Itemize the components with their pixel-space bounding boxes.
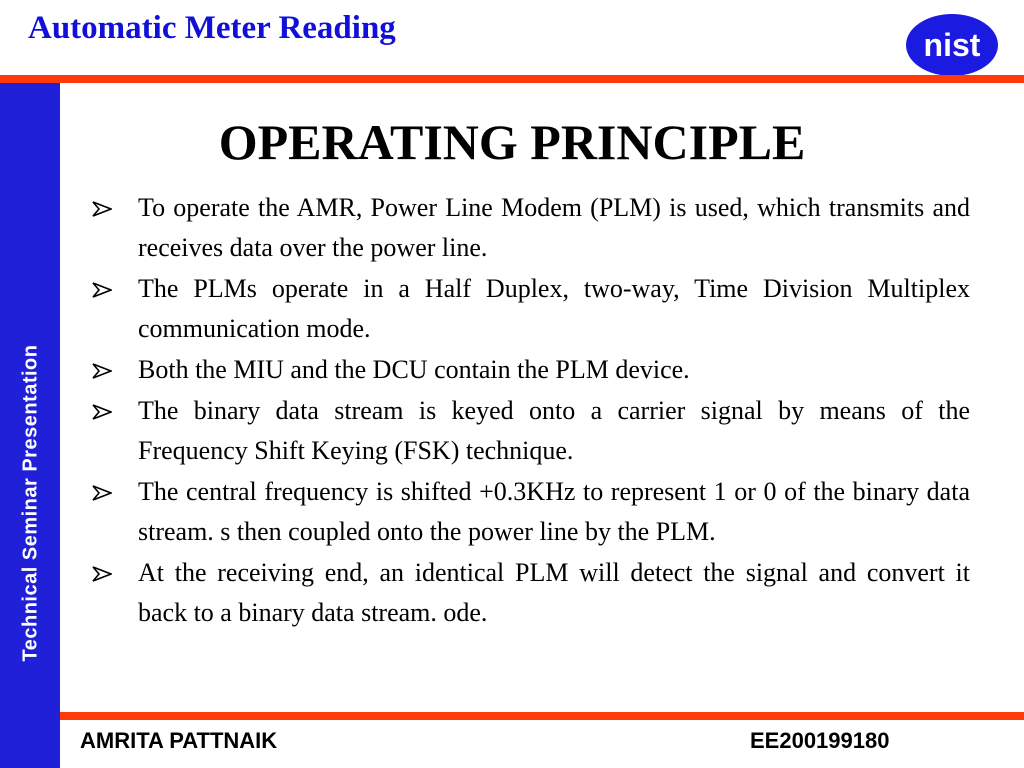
- list-item: [92, 472, 970, 552]
- arrowhead-bullet-icon: [92, 566, 112, 582]
- arrowhead-bullet-icon: [92, 404, 112, 420]
- bullet-text: The binary data stream is keyed onto a carrier signal by means of the Frequency Shift Keying (FSK) technique.: [138, 396, 970, 465]
- arrowhead-bullet-icon: [92, 282, 112, 298]
- bullet-text: At the receiving end, an identical PLM will detect the signal and convert it back to a binary data stream. ode.: [138, 558, 970, 627]
- top-divider: [0, 75, 1024, 83]
- sidebar-label: Technical Seminar Presentation: [19, 344, 42, 662]
- nist-logo-icon: [904, 12, 1000, 78]
- bottom-divider: [60, 712, 1024, 720]
- bullet-text: Both the MIU and the DCU contain the PLM device.: [138, 355, 690, 384]
- footer-roll-number: EE200199180: [750, 728, 890, 753]
- arrowhead-bullet-icon: [92, 201, 112, 217]
- list-item: [92, 391, 970, 471]
- bullet-list: [92, 188, 970, 634]
- list-item: [92, 188, 970, 268]
- list-item: [92, 350, 970, 390]
- bullet-text: The central frequency is shifted +0.3KHz to represent 1 or 0 of the binary data stream. s then coupled onto the power line by the PLM.: [138, 477, 970, 546]
- bullet-text: To operate the AMR, Power Line Modem (PLM) is used, which transmits and receives data over the power line.: [138, 193, 970, 262]
- arrowhead-bullet-icon: [92, 363, 112, 379]
- arrowhead-bullet-icon: [92, 485, 112, 501]
- list-item: [92, 553, 970, 633]
- slide-title: OPERATING PRINCIPLE: [218, 114, 806, 170]
- presentation-title: Automatic Meter Reading: [28, 10, 396, 46]
- logo-text: nist: [923, 27, 981, 63]
- list-item: [92, 269, 970, 349]
- footer-author: AMRITA PATTNAIK: [80, 728, 278, 753]
- sidebar: [0, 83, 60, 768]
- bullet-text: The PLMs operate in a Half Duplex, two-way, Time Division Multiplex communication mode.: [138, 274, 970, 343]
